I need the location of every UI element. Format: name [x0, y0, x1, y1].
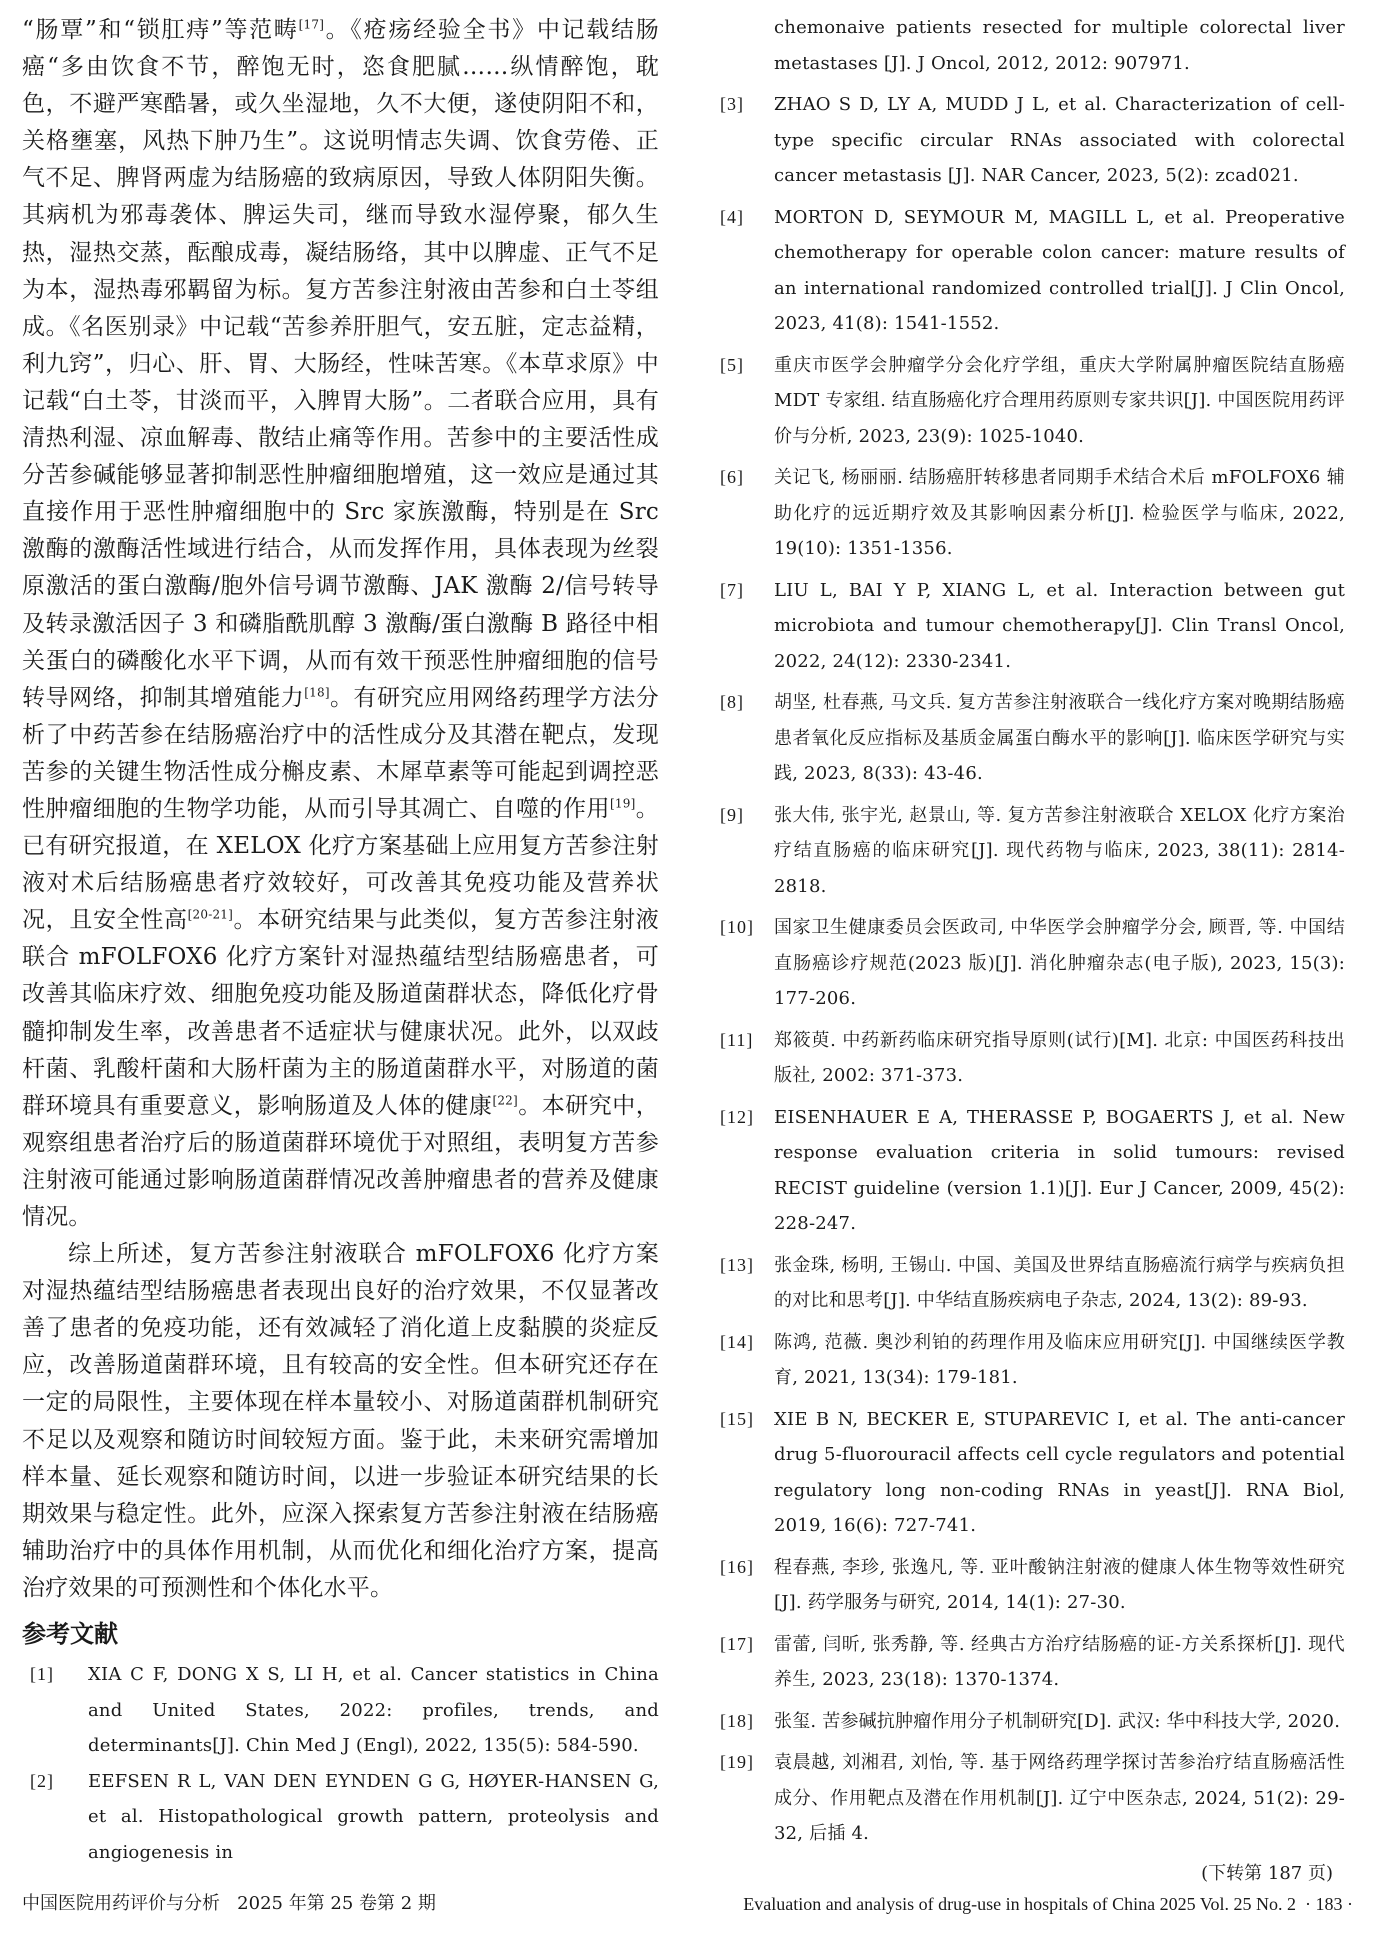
reference-item [720, 573, 1345, 680]
reference-text: 关记飞, 杨丽丽. 结肠癌肝转移患者同期手术结合术后 mFOLFOX6 辅助化疗的远近期疗效及其影响因素分析[J]. 检验医学与临床, 2022, 19(10): 1351-1356. [774, 467, 1345, 559]
reference-item [720, 1704, 1345, 1740]
conclusion-paragraph: 综上所述，复方苦参注射液联合 mFOLFOX6 化疗方案对湿热蕴结型结肠癌患者表现出良好的治疗效果，不仅显著改善了患者的免疫功能，还有效减轻了消化道上皮黏膜的炎症反应，改善肠道菌群环境，且有较高的安全性。但本研究还存在一定的局限性，主要体现在样本量较小、对肠道菌群机制研究不足以及观察和随访时间较短方面。鉴于此，未来研究需增加样本量、延长观察和随访时间，以进一步验证本研究结果的长期效果与稳定性。此外，应深入探索复方苦参注射液在结肠癌辅助治疗中的具体作用机制，从而优化和细化治疗方案，提高治疗效果的可预测性和个体化水平。 [22, 1241, 659, 1601]
reference-number: [8] [720, 692, 744, 712]
reference-item [720, 798, 1345, 905]
reference-text: 袁晨越, 刘湘君, 刘怡, 等. 基于网络药理学探讨苦参治疗结直肠癌活性成分、作用靶点及潜在作用机制[J]. 辽宁中医杂志, 2024, 51(2): 29-32, 后插 4. [774, 1752, 1345, 1844]
reference-text: EISENHAUER E A, THERASSE P, BOGAERTS J, et al. New response evaluation criteria in solid tumours: revised RECIST guideline (version 1.1)[J]. Eur J Cancer, 2009, 45(2): 228-247. [774, 1106, 1345, 1234]
reference-list-right [720, 10, 1345, 1852]
reference-item [720, 1023, 1345, 1094]
reference-number: [18] [720, 1710, 754, 1731]
reference-text: chemonaive patients resected for multiple colorectal liver metastases [J]. J Oncol, 2012, 2012: 907971. [774, 17, 1345, 74]
reference-text: 程春燕, 李珍, 张逸凡, 等. 亚叶酸钠注射液的健康人体生物等效性研究[J]. 药学服务与研究, 2014, 14(1): 27-30. [774, 1556, 1345, 1613]
reference-text: MORTON D, SEYMOUR M, MAGILL L, et al. Preoperative chemotherapy for operable colon cancer: mature results of an international randomized controlled trial[J]. J Clin Oncol, 2023, 41(8): 1541-1552. [774, 206, 1345, 334]
reference-item [720, 460, 1345, 567]
reference-item [720, 685, 1345, 792]
body-text: 。《疮疡经验全书》中记载结肠癌“多由饮食不节，醉饱无时，恣食肥腻……纵情醉饱，耽色，不避严寒酷暑，或久坐湿地，久不大便，遂使阴阳不和，关格壅塞，风热下肿乃生”。这说明情志失调、饮食劳倦、正气不足、脾肾两虚为结肠癌的致病原因，导致人体阴阳失衡。其病机为邪毒袭体、脾运失司，继而导致水湿停聚，郁久生热，湿热交蒸，酝酿成毒，凝结肠络，其中以脾虚、正气不足为本，湿热毒邪羁留为标。复方苦参注射液由苦参和白土苓组成。《名医别录》中记载“苦参养肝胆气，安五脏，定志益精，利九窍”，归心、肝、胃、大肠经，性味苦寒。《本草求原》中记载“白土苓，甘淡而平，入脾胃大肠”。二者联合应用，具有清热利湿、凉血解毒、散结止痛等作用。苦参中的主要活性成分苦参碱能够显著抑制恶性肿瘤细胞增殖，这一效应是通过其直接作用于恶性肿瘤细胞中的 Src 家族激酶，特别是在 Src 激酶的激酶活性域进行结合，从而发挥作用，具体表现为丝裂原激活的蛋白激酶/胞外信号调节激酶、JAK 激酶 2/信号转导及转录激活因子 3 和磷脂酰肌醇 3 激酶/蛋白激酶 B 路径中相关蛋白的磷酸化水平下调，从而有效干预恶性肿瘤细胞的信号转导网络，抑制其增殖能力 [22, 17, 659, 711]
reference-item [720, 1550, 1345, 1621]
reference-item [720, 87, 1345, 194]
footer-journal-cn: 中国医院用药评价与分析 2025 年第 25 卷第 2 期 [22, 1893, 436, 1914]
reference-number: [2] [30, 1770, 54, 1791]
reference-text: EEFSEN R L, VAN DEN EYNDEN G G, HØYER-HANSEN G, et al. Histopathological growth pattern, proteolysis and angiogenesis in [88, 1770, 659, 1863]
right-column [720, 10, 1345, 1890]
footer-journal-en: Evaluation and analysis of drug-use in hospitals of China 2025 Vol. 25 No. 2 · 183 · [743, 1894, 1353, 1914]
reference-list-left [22, 1657, 659, 1870]
reference-item [22, 1657, 659, 1764]
reference-item-continued [720, 10, 1345, 81]
reference-text: 张大伟, 张宇光, 赵景山, 等. 复方苦参注射液联合 XELOX 化疗方案治疗结直肠癌的临床研究[J]. 现代药物与临床, 2023, 38(11): 2814-2818. [774, 804, 1345, 897]
reference-text: 张玺. 苦参碱抗肿瘤作用分子机制研究[D]. 武汉: 华中科技大学, 2020. [774, 1710, 1341, 1732]
reference-item [720, 348, 1345, 455]
body-text: 。本研究结果与此类似，复方苦参注射液联合 mFOLFOX6 化疗方案针对湿热蕴结型结肠癌患者，可改善其临床疗效、细胞免疫功能及肠道菌群状态，降低化疗骨髓抑制发生率，改善患者不适症状与健康状况。此外，以双歧杆菌、乳酸杆菌和大肠杆菌为主的肠道菌群水平，对肠道的菌群环境具有重要意义，影响肠道及人体的健康 [22, 907, 659, 1119]
reference-number: [3] [720, 94, 744, 114]
reference-text: 张金珠, 杨明, 王锡山. 中国、美国及世界结直肠癌流行病学与疾病负担的对比和思考[J]. 中华结直肠疾病电子杂志, 2024, 13(2): 89-93. [774, 1254, 1345, 1311]
reference-text: XIA C F, DONG X S, LI H, et al. Cancer statistics in China and United States, 2022: profiles, trends, and determinants[J]. Chin Med J (Engl), 2022, 135(5): 584-590. [88, 1664, 659, 1757]
reference-text: XIE B N, BECKER E, STUPAREVIC I, et al. The anti-cancer drug 5-fluorouracil affects cell cycle regulators and potential regulatory long non-coding RNAs in yeast[J]. RNA Biol, 2019, 16(6): 727-741. [774, 1408, 1345, 1536]
reference-text: ZHAO S D, LY A, MUDD J L, et al. Characterization of cell-type specific circular RNAs associated with colorectal cancer metastasis [J]. NAR Cancer, 2023, 5(2): zcad021. [774, 94, 1345, 186]
reference-item [22, 1764, 659, 1871]
citation-marker: [20-21] [187, 907, 234, 922]
citation-marker: [17] [298, 17, 325, 32]
reference-item [720, 1627, 1345, 1698]
reference-item [720, 910, 1345, 1017]
body-text: “肠覃”和“锁肛痔”等范畴 [22, 17, 299, 43]
reference-text: 国家卫生健康委员会医政司, 中华医学会肿瘤学分会, 顾晋, 等. 中国结直肠癌诊疗规范(2023 版)[J]. 消化肿瘤杂志(电子版), 2023, 15(3): 177-206. [774, 917, 1345, 1009]
reference-number: [5] [720, 354, 744, 375]
reference-text: LIU L, BAI Y P, XIANG L, et al. Interaction between gut microbiota and tumour chemotherapy[J]. Clin Transl Oncol, 2022, 24(12): 2330-2341. [774, 579, 1345, 672]
reference-number: [10] [720, 917, 754, 937]
reference-number: [4] [720, 206, 744, 227]
reference-item [720, 200, 1345, 342]
reference-number: [16] [720, 1556, 754, 1577]
reference-text: 陈鸿, 范薇. 奥沙利铂的药理作用及临床应用研究[J]. 中国继续医学教育, 2021, 13(34): 179-181. [774, 1331, 1345, 1388]
reference-number: [9] [720, 804, 744, 825]
body-paragraph [22, 12, 659, 1236]
reference-item [720, 1325, 1345, 1396]
reference-number: [6] [720, 467, 744, 487]
reference-number: [14] [720, 1331, 754, 1352]
reference-number: [12] [720, 1106, 754, 1127]
reference-item [720, 1100, 1345, 1242]
reference-number: [15] [720, 1408, 754, 1429]
body-text: 。本研究中，观察组患者治疗后的肠道菌群环境优于对照组，表明复方苦参注射液可能通过影响肠道菌群情况改善肿瘤患者的营养及健康情况。 [22, 1092, 660, 1230]
left-column [22, 12, 659, 1870]
reference-number: [17] [720, 1633, 754, 1654]
reference-number: [1] [30, 1664, 54, 1685]
page-footer [22, 1888, 1353, 1920]
reference-text: 郑筱萸. 中药新药临床研究指导原则(试行)[M]. 北京: 中国医药科技出版社, 2002: 371-373. [774, 1029, 1345, 1086]
reference-number: [11] [720, 1029, 754, 1050]
reference-text: 重庆市医学会肿瘤学分会化疗学组，重庆大学附属肿瘤医院结直肠癌 MDT 专家组. 结直肠癌化疗合理用药原则专家共识[J]. 中国医院用药评价与分析, 2023, 23(9): 1025-1040. [774, 354, 1345, 447]
citation-marker: [22] [492, 1093, 518, 1108]
references-heading: 参考文献 [22, 1620, 118, 1649]
body-text: 。已有研究报道，在 XELOX 化疗方案基础上应用复方苦参注射液对术后结肠癌患者疗效较好，可改善其免疫功能及营养状况，且安全性高 [22, 795, 660, 934]
continued-note: (下转第 187 页) [1201, 1862, 1333, 1884]
reference-number: [7] [720, 579, 744, 600]
reference-number: [19] [720, 1752, 754, 1772]
reference-item [720, 1248, 1345, 1319]
reference-item [720, 1745, 1345, 1852]
reference-number: [13] [720, 1254, 754, 1275]
reference-item [720, 1402, 1345, 1544]
citation-marker: [18] [304, 685, 330, 700]
reference-text: 胡坚, 杜春燕, 马文兵. 复方苦参注射液联合一线化疗方案对晚期结肠癌患者氧化反应指标及基质金属蛋白酶水平的影响[J]. 临床医学研究与实践, 2023, 8(33): 43-46. [774, 692, 1345, 784]
reference-text: 雷蕾, 闫昕, 张秀静, 等. 经典古方治疗结肠癌的证-方关系探析[J]. 现代养生, 2023, 23(18): 1370-1374. [774, 1633, 1345, 1690]
citation-marker: [19] [610, 796, 636, 811]
body-text: 。有研究应用网络药理学方法分析了中药苦参在结肠癌治疗中的活性成分及其潜在靶点，发现苦参的关键生物活性成分槲皮素、木犀草素等可能起到调控恶性肿瘤细胞的生物学功能，从而引导其凋亡、自噬的作用 [22, 684, 659, 822]
